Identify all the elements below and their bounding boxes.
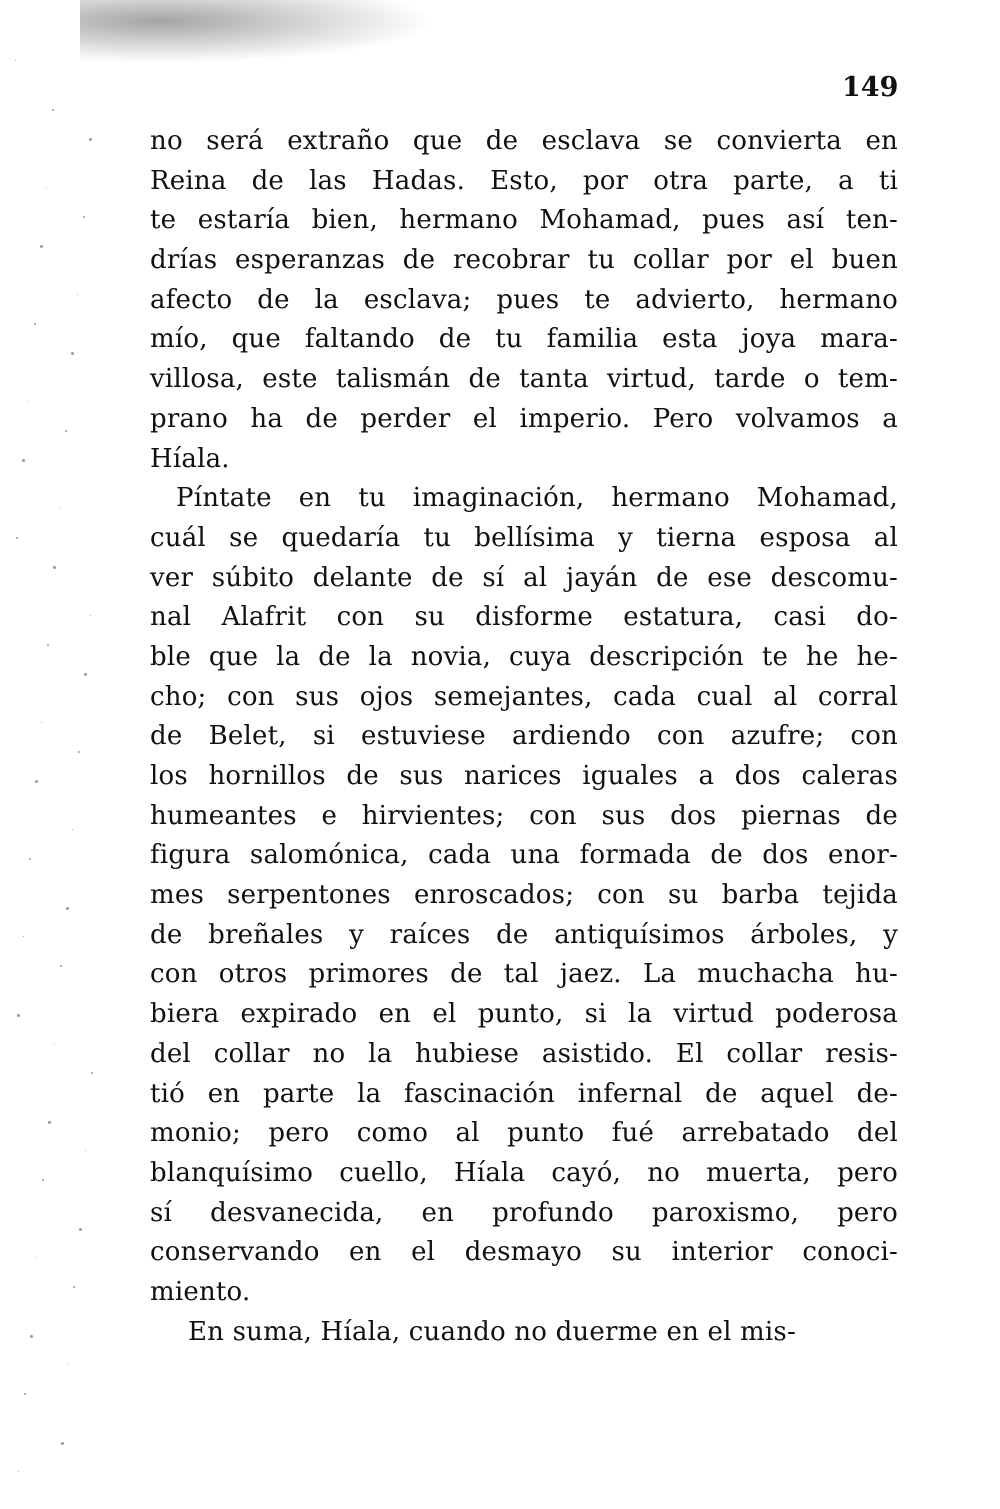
text-line: no será extraño que de esclava se convierta en [150, 126, 898, 156]
text-line: villosa, este talismán de tanta virtud, tarde o tem- [150, 364, 898, 395]
scan-speck [61, 1442, 64, 1445]
scan-speck [66, 907, 69, 910]
text-line: con otros primores de tal jaez. La muchacha hu- [150, 959, 898, 990]
text-line: En suma, Híala, cuando no duerme en el mis- [188, 1316, 796, 1347]
text-line: mío, que faltando de tu familia esta joya mara- [150, 324, 898, 355]
scan-speck [77, 294, 78, 295]
text-line: ble que la de la novia, cuya descripción te he he- [150, 641, 898, 672]
scan-speck [47, 644, 49, 646]
text-line: drías esperanzas de recobrar tu collar por el buen [150, 245, 898, 276]
text-line: miento. [150, 1276, 251, 1307]
text-line: figura salomónica, cada una formada de dos enor- [150, 840, 898, 871]
scan-speck [34, 323, 36, 325]
text-line: de Belet, si estuviese ardiendo con azufre; con [150, 721, 898, 752]
scan-speck [24, 1393, 26, 1395]
scan-speck [83, 216, 85, 218]
scan-speck [60, 965, 62, 967]
scan-speck [41, 722, 42, 723]
text-line: tió en parte la fascinación infernal de aquel de- [150, 1078, 898, 1109]
scan-speck [71, 352, 74, 355]
scan-speck [52, 109, 54, 111]
scan-speck [85, 1150, 86, 1151]
scan-speck [46, 187, 47, 188]
scan-speck [54, 1043, 55, 1044]
text-line: monio; pero como al punto fué arrebatado del [150, 1118, 898, 1149]
text-line: Híala. [150, 443, 230, 474]
scan-speck [29, 858, 31, 860]
text-line: conservando en el desmayo su interior conoci- [150, 1237, 898, 1268]
text-line: afecto de la esclava; pues te advierto, hermano [150, 284, 898, 315]
body-text [150, 122, 898, 1352]
scan-speck [28, 401, 29, 402]
scan-speck [15, 60, 16, 61]
text-line: cho; con sus ojos semejantes, cada cual al corral [150, 681, 898, 712]
scan-speck [90, 615, 91, 616]
scan-smudge [80, 0, 480, 70]
text-line: Píntate en tu imaginación, hermano Mohamad, [176, 483, 898, 514]
text-line: ver súbito delante de sí al jayán de ese descomu- [150, 562, 898, 593]
text-line: mes serpentones enroscados; con su barba tejida [150, 880, 898, 911]
text-line: humeantes e hirvientes; con sus dos piernas de [150, 800, 898, 831]
scan-speck [30, 1335, 33, 1338]
text-line: los hornillos de sus narices iguales a dos caleras [150, 761, 898, 791]
scan-speck [16, 537, 18, 539]
scan-speck [73, 1286, 75, 1288]
scan-speck [42, 1179, 44, 1181]
text-line: de breñales y raíces de antiquísimos árboles, y [150, 919, 898, 950]
scan-speck [65, 430, 67, 432]
scan-speck [40, 245, 43, 248]
text-line: prano ha de perder el imperio. Pero volvamos a [150, 403, 898, 434]
scan-speck [72, 829, 73, 830]
text-line: biera expirado en el punto, si la virtud poderosa [150, 999, 898, 1030]
scan-speck [91, 1072, 93, 1074]
scan-speck [48, 1121, 51, 1124]
scan-speck [17, 1014, 20, 1017]
scan-speck [35, 780, 38, 783]
scan-speck [22, 459, 25, 462]
text-line: nal Alafrit con su disforme estatura, casi do- [150, 602, 898, 633]
scan-speck [67, 1364, 68, 1365]
scan-speck [84, 673, 87, 676]
scan-speck [79, 1228, 82, 1231]
scan-speck [53, 566, 56, 569]
text-line: blanquísimo cuello, Híala cayó, no muerta, pero [150, 1157, 898, 1188]
scan-speck [36, 1257, 37, 1258]
page-number: 149 [842, 72, 899, 103]
scan-speck [18, 1471, 19, 1472]
text-line: del collar no la hubiese asistido. El collar resis- [150, 1038, 898, 1069]
text-line: te estaría bien, hermano Mohamad, pues así ten- [150, 205, 898, 236]
scan-speck [89, 138, 92, 141]
text-line: cuál se quedaría tu bellísima y tierna esposa al [150, 522, 898, 553]
scan-speck [59, 508, 60, 509]
text-line: Reina de las Hadas. Esto, por otra parte, a ti [150, 165, 898, 196]
scan-speck [78, 751, 80, 753]
text-line: sí desvanecida, en profundo paroxismo, pero [150, 1197, 898, 1228]
scan-speck [23, 936, 24, 937]
